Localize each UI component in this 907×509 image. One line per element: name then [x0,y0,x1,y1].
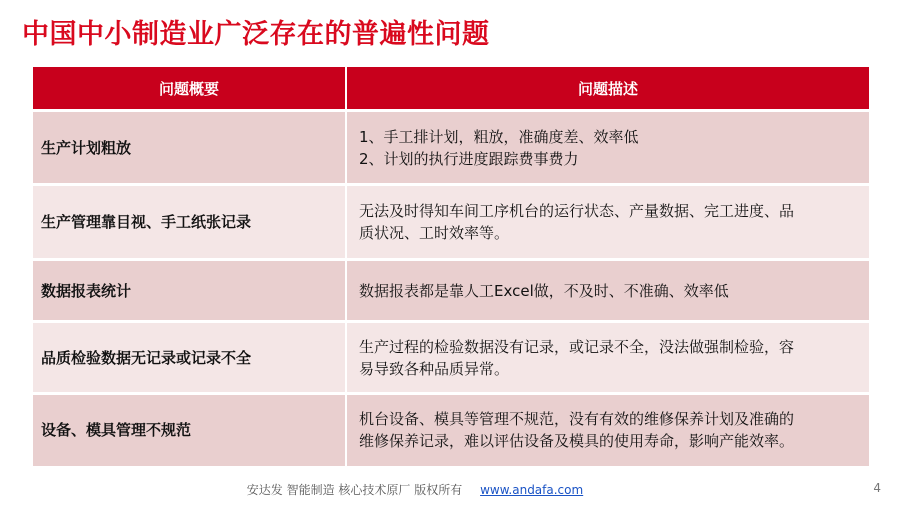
table-row [33,185,869,260]
description-line: 质状况、工时效率等。 [359,224,510,242]
problem-description [346,322,869,394]
problem-description [346,394,869,466]
table-row [33,322,869,394]
description-line: 机台设备、模具等管理不规范，没有有效的维修保养计划及准确的 [359,410,795,429]
table-row [33,111,869,185]
description-line: 1、手工排计划，粗放，准确度差、效率低 [359,127,639,146]
description-line: 维修保养记录，难以评估设备及模具的使用寿命，影响产能效率。 [359,432,795,451]
table-row [33,394,869,466]
page-title: 中国中小制造业广泛存在的普遍性问题 [22,19,490,50]
header-summary: 问题概要 [33,67,346,111]
description-line: 易导致各种品质异常。 [359,359,510,378]
website-link[interactable]: www.andafa.com [480,483,584,497]
footer [0,481,830,498]
page-number: 4 [873,481,881,495]
table-row [33,260,869,322]
problem-description [346,260,869,322]
problem-name: 品质检验数据无记录或记录不全 [33,322,346,394]
footer-text: 安达发 智能制造 核心技术原厂 版权所有 [246,483,463,497]
problem-description [346,185,869,260]
description-line: 数据报表都是靠人工Excel做，不及时、不准确、效率低 [359,281,729,300]
problem-name: 生产管理靠目视、手工纸张记录 [33,185,346,260]
problem-name: 生产计划粗放 [33,111,346,185]
header-description: 问题描述 [346,67,869,111]
description-line: 生产过程的检验数据没有记录，或记录不全，没法做强制检验，容 [359,337,795,356]
table-header-row [33,67,869,111]
problems-table [33,67,869,466]
description-line: 无法及时得知车间工序机台的运行状态、产量数据、完工进度、品 [359,202,795,220]
problem-description [346,111,869,185]
problem-name: 数据报表统计 [33,260,346,322]
description-line: 2、计划的执行进度跟踪费事费力 [359,149,579,168]
problem-name: 设备、模具管理不规范 [33,394,346,466]
